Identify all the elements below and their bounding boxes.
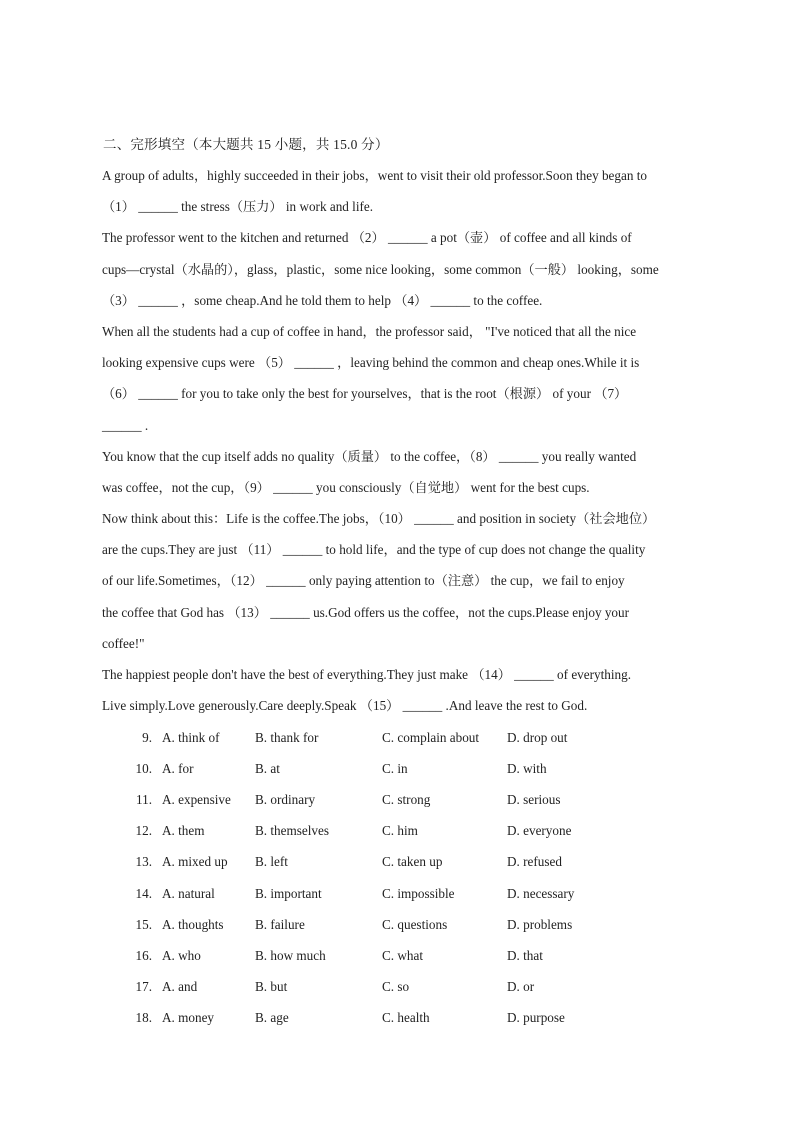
option-d: D. refused: [507, 854, 562, 870]
option-row: [124, 972, 624, 1003]
option-a: A. and: [162, 979, 198, 995]
option-row: [124, 784, 624, 815]
option-d: D. that: [507, 947, 543, 963]
option-a: A. thoughts: [162, 916, 224, 932]
option-d: D. or: [507, 979, 535, 995]
passage-line: The happiest people don't have the best of everything.They just make （14） ______ of everything.: [102, 667, 632, 682]
answer-options: [124, 722, 624, 1034]
option-b: B. thank for: [255, 729, 319, 745]
cloze-passage: [102, 160, 712, 721]
option-d: D. drop out: [507, 729, 568, 745]
passage-line: ______ .: [102, 417, 149, 433]
option-c: C. in: [382, 760, 408, 776]
passage-line: You know that the cup itself adds no quality（质量） to the coffee，（8） ______ you really wanted: [102, 448, 637, 464]
passage-line: are the cups.They are just （11） ______ to hold life，and the type of cup does not change the quality: [102, 542, 646, 558]
passage-line: When all the students had a cup of coffee in hand，the professor said， "I've noticed that all the nice: [102, 323, 637, 339]
question-number: 10.: [135, 760, 152, 776]
question-number: 18.: [135, 1010, 152, 1026]
passage-line: of our life.Sometimes，（12） ______ only paying attention to（注意） the cup，we fail to enjoy: [102, 573, 625, 589]
passage-line: （6） ______ for you to take only the best for yourselves，that is the root（根源） of your （7）: [102, 386, 628, 402]
option-c: C. health: [382, 1010, 430, 1026]
option-b: B. how much: [255, 947, 326, 963]
option-b: B. failure: [255, 916, 305, 932]
option-a: A. natural: [162, 885, 215, 901]
option-a: A. for: [162, 760, 194, 776]
option-a: A. who: [162, 947, 201, 963]
option-b: B. themselves: [255, 823, 329, 839]
passage-line: Now think about this：Life is the coffee.The jobs，（10） ______ and position in society（社会地位）: [102, 511, 656, 527]
option-b: B. age: [255, 1010, 289, 1026]
option-b: B. at: [255, 760, 280, 776]
passage-line: A group of adults，highly succeeded in their jobs，went to visit their old professor.Soon they began to: [102, 168, 648, 183]
option-c: C. what: [382, 947, 424, 963]
passage-line: The professor went to the kitchen and returned （2） ______ a pot（壶） of coffee and all kinds of: [102, 230, 632, 246]
passage-line: was coffee，not the cup，（9） ______ you consciously（自觉地） went for the best cups.: [102, 479, 590, 495]
question-number: 13.: [135, 854, 152, 870]
option-row: [124, 847, 624, 878]
option-b: B. ordinary: [255, 791, 316, 807]
option-row: [124, 753, 624, 784]
passage-line: （1） ______ the stress（压力） in work and life.: [102, 199, 374, 215]
option-b: B. left: [255, 854, 288, 870]
passage-line: coffee!": [102, 635, 145, 651]
option-row: [124, 1003, 624, 1034]
passage-line: looking expensive cups were （5） ______ ，leaving behind the common and cheap ones.While it is: [102, 355, 640, 371]
passage-line: the coffee that God has （13） ______ us.God offers us the coffee，not the cups.Please enjoy your: [102, 604, 630, 620]
option-c: C. taken up: [382, 854, 443, 870]
option-d: D. problems: [507, 916, 573, 932]
option-row: [124, 878, 624, 909]
option-a: A. money: [162, 1010, 215, 1026]
passage-line: Live simply.Love generously.Care deeply.Speak （15） ______ .And leave the rest to God.: [102, 698, 588, 714]
passage-line: （3） ______ ，some cheap.And he told them to help （4） ______ to the coffee.: [102, 292, 543, 308]
option-c: C. him: [382, 823, 418, 839]
option-a: A. them: [162, 823, 205, 839]
option-c: C. complain about: [382, 729, 480, 745]
option-b: B. but: [255, 979, 288, 995]
question-number: 17.: [135, 979, 152, 995]
passage-line: cups—crystal（水晶的），glass，plastic，some nice looking，some common（一般） looking，some: [102, 261, 659, 277]
section-title: 二、完形填空（本大题共 15 小题，共 15.0 分）: [103, 137, 389, 152]
option-row: [124, 909, 624, 940]
option-a: A. expensive: [162, 791, 231, 807]
question-number: 15.: [135, 916, 152, 932]
option-d: D. with: [507, 760, 547, 776]
option-c: C. strong: [382, 791, 431, 807]
option-b: B. important: [255, 885, 322, 901]
question-number: 12.: [135, 823, 152, 839]
option-row: [124, 940, 624, 971]
option-a: A. mixed up: [162, 854, 228, 870]
option-a: A. think of: [162, 729, 220, 745]
option-row: [124, 816, 624, 847]
option-d: D. necessary: [507, 885, 575, 901]
question-number: 14.: [135, 885, 152, 901]
question-number: 16.: [135, 947, 152, 963]
question-number: 11.: [136, 791, 152, 807]
question-number: 9.: [142, 729, 152, 745]
option-d: D. purpose: [507, 1010, 565, 1026]
option-d: D. everyone: [507, 823, 572, 839]
option-c: C. questions: [382, 916, 448, 932]
option-d: D. serious: [507, 791, 561, 807]
option-row: [124, 722, 624, 753]
option-c: C. impossible: [382, 885, 455, 901]
option-c: C. so: [382, 979, 410, 995]
